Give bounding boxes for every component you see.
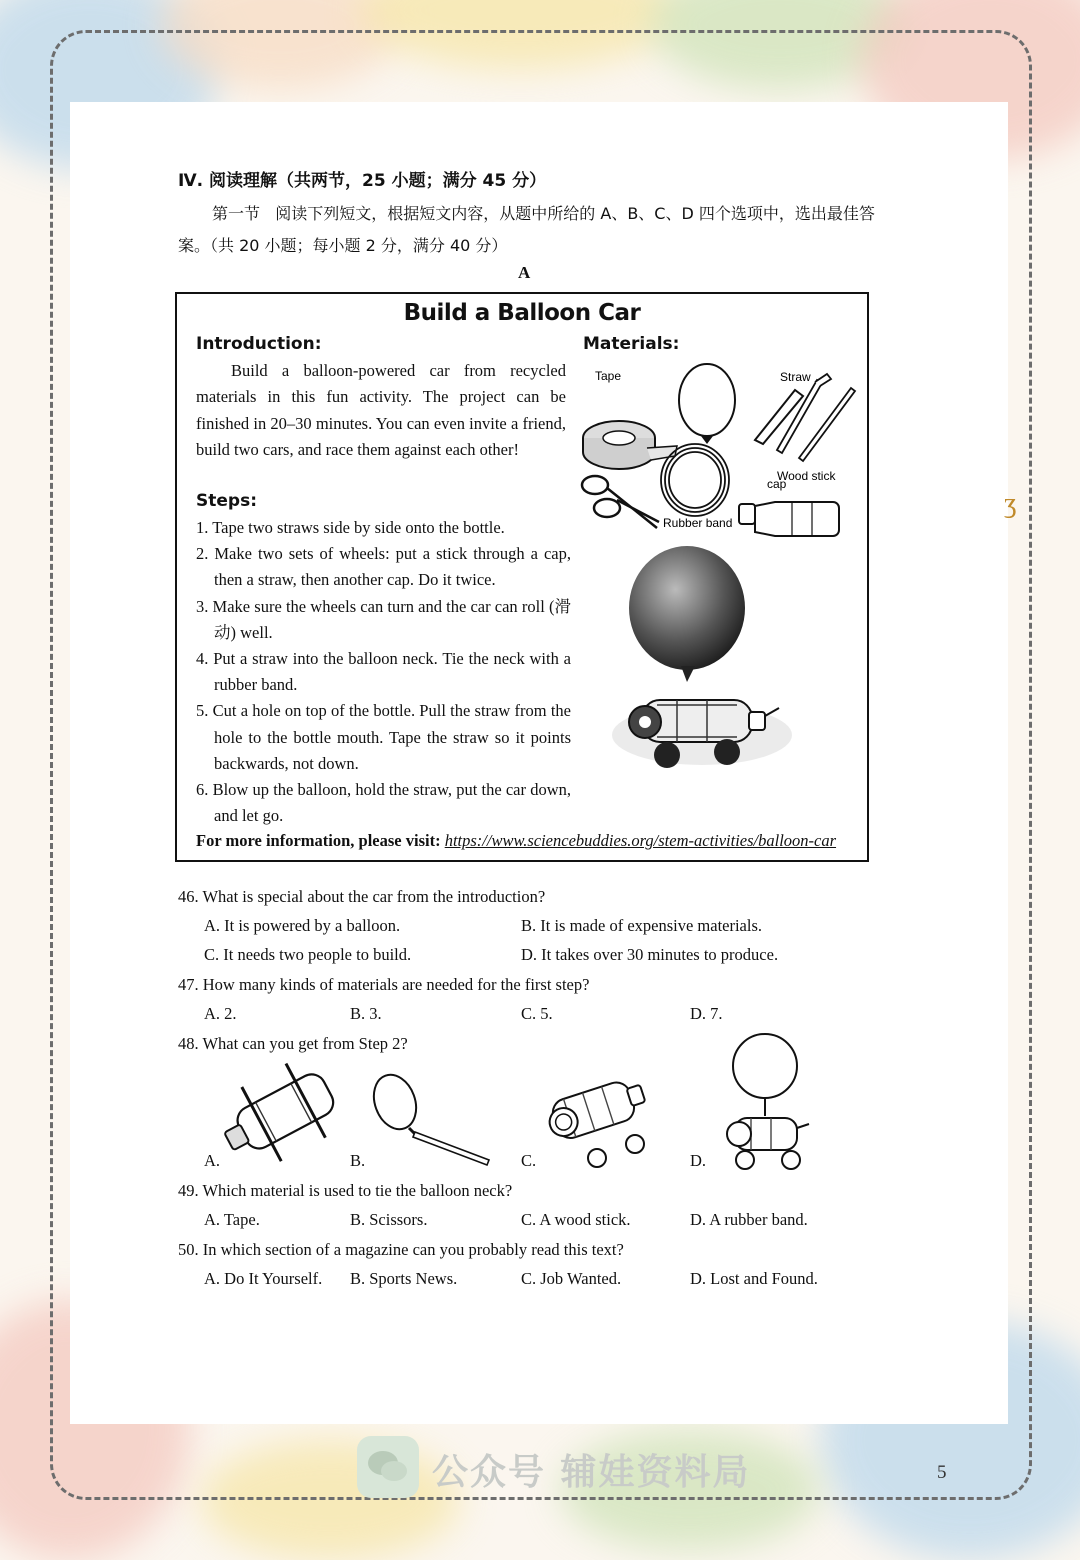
question-46: 46. What is special about the car from the introduction?: [178, 887, 546, 906]
section-heading: Ⅳ. 阅读理解（共两节，25 小题；满分 45 分）: [178, 171, 547, 191]
steps-heading: Steps:: [196, 491, 257, 511]
passage-title: Build a Balloon Car: [403, 300, 641, 326]
option-48-a[interactable]: A.: [204, 1151, 221, 1170]
option-48-d[interactable]: D.: [690, 1151, 707, 1170]
balloon-photo-icon: [629, 546, 745, 682]
wood-stick-label: Wood stick: [777, 469, 836, 483]
tape-icon: [583, 421, 677, 469]
option-50-d[interactable]: D. Lost and Found.: [690, 1269, 818, 1288]
balloon-car-icon: [612, 700, 792, 768]
cap-label: cap: [767, 477, 787, 491]
step-item: 6. Blow up the balloon, hold the straw, put the car down, and let go.: [196, 780, 571, 826]
option-47-b[interactable]: B. 3.: [350, 1004, 382, 1023]
option-50-a[interactable]: A. Do It Yourself.: [204, 1269, 323, 1288]
step-item: 4. Put a straw into the balloon neck. Tie the neck with a rubber band.: [196, 649, 571, 695]
passage-box: [175, 292, 869, 862]
more-info-label: For more information, please visit:: [196, 831, 441, 850]
bottle-with-axles-icon: [215, 1060, 355, 1170]
materials-illustration: [577, 360, 857, 810]
steps-list: [196, 515, 571, 829]
decorative-mark: ʒ: [1004, 488, 1017, 519]
option-46-c[interactable]: C. It needs two people to build.: [204, 945, 412, 964]
intro-text: Build a balloon-powered car from recycled materials in this fun activity. The project can be finished in 20–30 minutes. You can even invite a friend, build two cars, and race them against each other!: [196, 361, 566, 460]
finished-car-icon: [535, 1060, 655, 1170]
option-47-d[interactable]: D. 7.: [690, 1004, 723, 1023]
step-item: 5. Cut a hole on top of the bottle. Pull the straw from the hole to the bottle mouth. Tape the straw so it points backwards, not down.: [196, 701, 571, 773]
option-46-a[interactable]: A. It is powered by a balloon.: [204, 916, 401, 935]
more-info: [196, 831, 836, 851]
materials-heading: Materials:: [583, 334, 680, 354]
question-48: 48. What can you get from Step 2?: [178, 1034, 408, 1053]
step-item: 2. Make two sets of wheels: put a stick through a cap, then a straw, then another cap. Do it twice.: [196, 544, 571, 590]
question-47: 47. How many kinds of materials are needed for the first step?: [178, 975, 590, 994]
option-49-a[interactable]: A. Tape.: [204, 1210, 260, 1229]
question-50: 50. In which section of a magazine can you probably read this text?: [178, 1240, 624, 1259]
option-50-b[interactable]: B. Sports News.: [350, 1269, 458, 1288]
intro-heading: Introduction:: [196, 334, 322, 354]
option-47-c[interactable]: C. 5.: [521, 1004, 553, 1023]
straw-label: Straw: [780, 370, 811, 384]
option-46-d[interactable]: D. It takes over 30 minutes to produce.: [521, 945, 779, 964]
step-item: 3. Make sure the wheels can turn and the car can roll (滑动) well.: [196, 596, 571, 642]
instructions-text: 阅读下列短文，根据短文内容，从题中所给的 A、B、C、D 四个选项中，选出最佳答案。（共 20 小题；每小题 2 分，满分 40 分）: [178, 204, 875, 255]
tape-label: Tape: [595, 369, 622, 383]
part-label: 第一节: [212, 204, 261, 223]
scissors-icon: [582, 476, 659, 528]
question-49: 49. Which material is used to tie the balloon neck?: [178, 1181, 513, 1200]
step-item: 1. Tape two straws side by side onto the bottle.: [196, 518, 505, 537]
option-46-b[interactable]: B. It is made of expensive materials.: [521, 916, 763, 935]
watermark-text: 公众号 辅娃资料局: [432, 1452, 751, 1493]
balloon-with-straw-icon: [365, 1070, 495, 1170]
rubber-band-icon: [661, 444, 729, 516]
page-number: 5: [937, 1462, 947, 1483]
option-49-b[interactable]: B. Scissors.: [350, 1210, 428, 1229]
balloon-car-icon: [715, 1032, 825, 1177]
option-48-c[interactable]: C.: [521, 1151, 537, 1170]
section-instructions: [178, 198, 878, 262]
option-48-b[interactable]: B.: [350, 1151, 366, 1170]
option-47-a[interactable]: A. 2.: [204, 1004, 237, 1023]
option-49-c[interactable]: C. A wood stick.: [521, 1210, 631, 1229]
rubber-band-label: Rubber band: [663, 516, 733, 530]
bottle-icon: [739, 502, 839, 536]
more-info-link[interactable]: https://www.sciencebuddies.org/stem-activities/balloon-car: [444, 831, 837, 850]
passage-label: A: [518, 263, 531, 282]
balloon-icon: [679, 364, 735, 444]
option-50-c[interactable]: C. Job Wanted.: [521, 1269, 622, 1288]
wechat-logo-icon: [357, 1436, 419, 1498]
option-49-d[interactable]: D. A rubber band.: [690, 1210, 808, 1229]
